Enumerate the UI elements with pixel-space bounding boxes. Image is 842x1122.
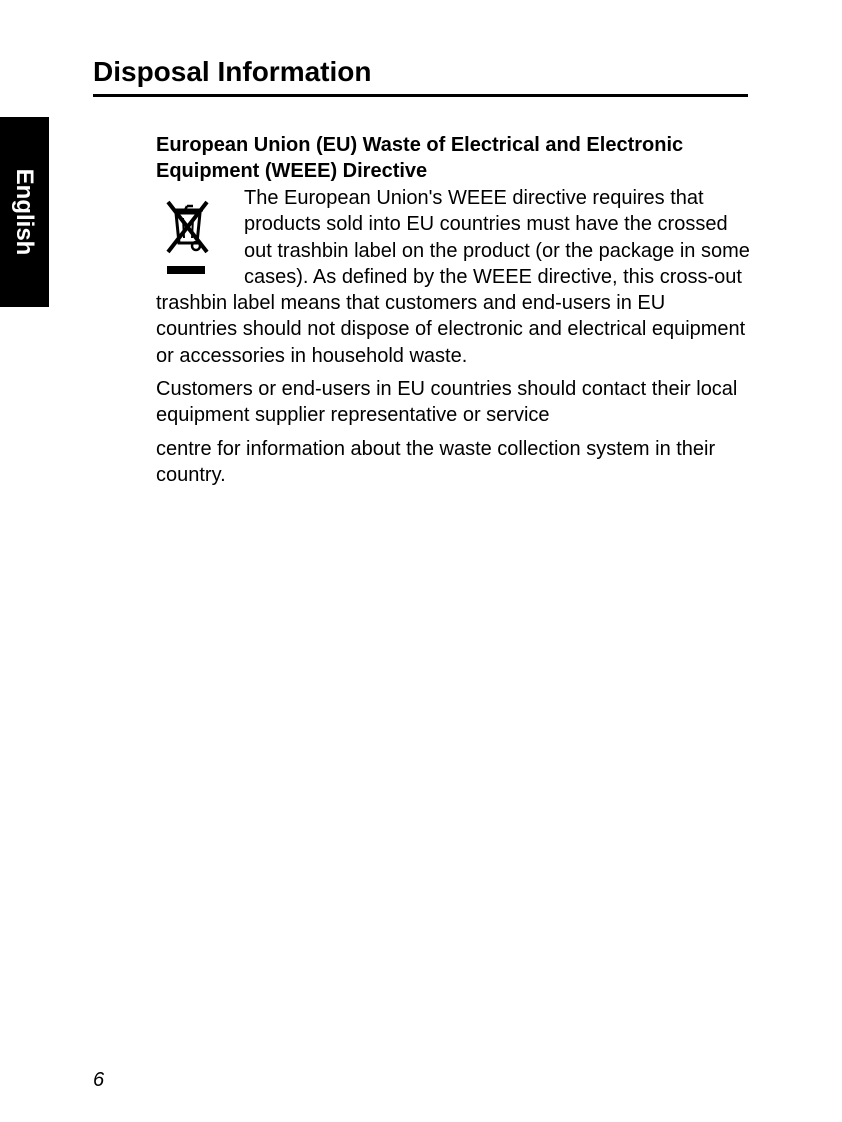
weee-paragraph-1: The European Union's WEEE directive requires that products sold into EU countries must have the crossed out trashbin label on the product (or the package in some cases). As defined by the WEEE directive, this cross-out trashbin label means that customers and end-users in EU countries should not dispose of electronic and electrical equipment or accessories in household waste. bbox=[156, 187, 750, 367]
language-tab-label: English bbox=[11, 168, 38, 256]
page-number: 6 bbox=[93, 1069, 105, 1091]
section-heading-line-2: Equipment (WEEE) Directive bbox=[156, 160, 428, 182]
section-heading bbox=[156, 132, 751, 184]
weee-paragraph-3: centre for information about the waste collection system in their country. bbox=[156, 437, 716, 486]
title-divider bbox=[93, 94, 748, 97]
section-heading-line-1: European Union (EU) Waste of Electrical and Electronic bbox=[156, 134, 684, 156]
crossed-out-wheelie-bin-icon bbox=[165, 198, 213, 278]
page-title: Disposal Information bbox=[93, 56, 372, 87]
weee-paragraph-2: Customers or end-users in EU countries should contact their local equipment supplier representative or service bbox=[156, 378, 738, 427]
weee-section bbox=[156, 132, 751, 488]
